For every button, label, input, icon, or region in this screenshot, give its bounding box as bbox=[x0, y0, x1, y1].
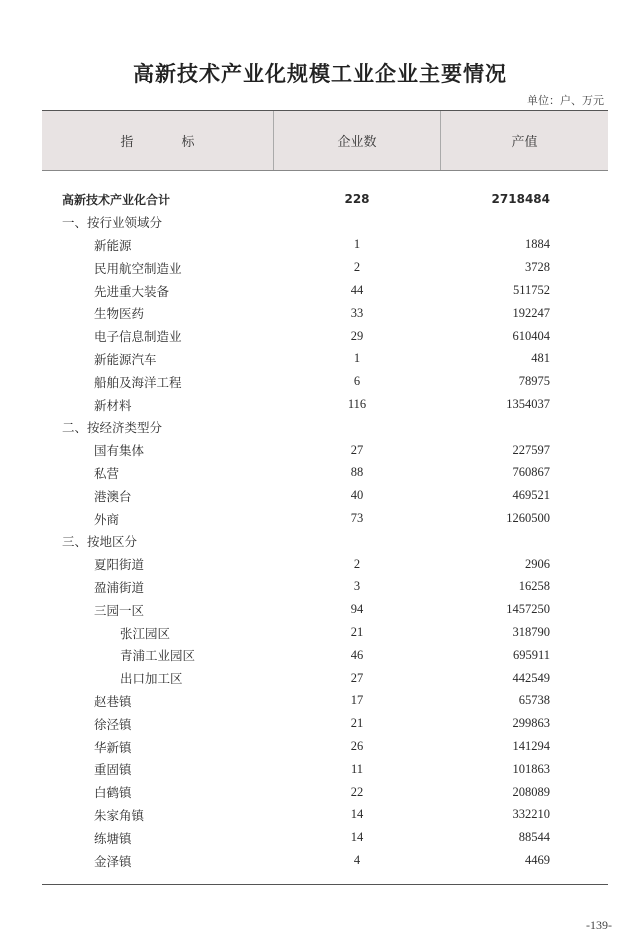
table-row bbox=[42, 690, 608, 713]
row-label: 外商 bbox=[94, 511, 120, 527]
row-label: 三、按地区分 bbox=[62, 534, 138, 550]
row-value: 1457250 bbox=[506, 602, 550, 617]
row-count: 73 bbox=[350, 511, 364, 526]
row-value: 511752 bbox=[512, 283, 550, 298]
row-label: 船舶及海洋工程 bbox=[94, 374, 182, 390]
row-count: 17 bbox=[350, 693, 364, 708]
row-value: 1354037 bbox=[506, 397, 550, 412]
row-label: 二、按经济类型分 bbox=[62, 420, 163, 436]
row-count: 21 bbox=[350, 625, 364, 640]
row-value: 101863 bbox=[512, 761, 550, 776]
row-label: 电子信息制造业 bbox=[94, 329, 182, 345]
row-label: 先进重大装备 bbox=[94, 283, 170, 299]
page-number: -139- bbox=[586, 918, 612, 932]
table-row bbox=[42, 758, 608, 781]
header-count: 企业数 bbox=[274, 111, 441, 170]
row-value: 332210 bbox=[512, 807, 550, 822]
row-value: 318790 bbox=[512, 625, 550, 640]
row-label: 赵巷镇 bbox=[94, 693, 132, 709]
table-row bbox=[42, 849, 608, 872]
table-row bbox=[42, 256, 608, 279]
row-count: 27 bbox=[350, 442, 364, 457]
table-row bbox=[42, 644, 608, 667]
table-row bbox=[42, 325, 608, 348]
row-label: 高新技术产业化合计 bbox=[62, 192, 171, 207]
row-label: 青浦工业园区 bbox=[120, 648, 196, 664]
row-count: 14 bbox=[350, 807, 364, 822]
table-row bbox=[42, 370, 608, 393]
row-label: 重固镇 bbox=[94, 762, 132, 778]
table-row bbox=[42, 188, 608, 211]
row-label: 民用航空制造业 bbox=[94, 260, 182, 276]
row-value: 442549 bbox=[512, 670, 550, 685]
row-value: 192247 bbox=[512, 305, 550, 320]
table-row bbox=[42, 553, 608, 576]
row-label: 张江园区 bbox=[120, 625, 171, 641]
row-value: 610404 bbox=[512, 328, 550, 343]
row-value: 141294 bbox=[512, 739, 550, 754]
unit-label: 单位：户、万元 bbox=[527, 94, 604, 107]
row-value: 3728 bbox=[525, 260, 550, 275]
table-row bbox=[42, 530, 608, 553]
table-row bbox=[42, 462, 608, 485]
row-count: 26 bbox=[350, 739, 364, 754]
row-label: 金泽镇 bbox=[94, 853, 132, 869]
row-count: 40 bbox=[350, 488, 364, 503]
row-value: 695911 bbox=[512, 647, 550, 662]
page-title: 高新技术产业化规模工业企业主要情况 bbox=[133, 61, 507, 86]
row-count: 4 bbox=[353, 853, 361, 867]
row-count: 1 bbox=[353, 351, 361, 366]
row-label: 港澳台 bbox=[94, 488, 132, 504]
table-row bbox=[42, 302, 608, 325]
row-value: 469521 bbox=[512, 488, 550, 503]
row-count: 27 bbox=[350, 670, 364, 685]
table-row bbox=[42, 211, 608, 234]
bottom-rule bbox=[42, 884, 608, 885]
row-count: 14 bbox=[350, 830, 364, 845]
table-row bbox=[42, 621, 608, 644]
row-count: 228 bbox=[344, 192, 370, 207]
row-count: 11 bbox=[350, 761, 364, 776]
row-label: 夏阳街道 bbox=[94, 557, 145, 573]
row-value: 299863 bbox=[512, 716, 550, 731]
row-count: 46 bbox=[350, 647, 364, 662]
row-value: 481 bbox=[531, 351, 550, 366]
row-count: 29 bbox=[350, 328, 364, 343]
table-row bbox=[42, 735, 608, 758]
table-row bbox=[42, 576, 608, 599]
row-value: 4469 bbox=[525, 853, 550, 867]
table-row bbox=[42, 712, 608, 735]
row-value: 88544 bbox=[518, 830, 550, 845]
row-value: 1884 bbox=[525, 237, 550, 252]
row-count: 44 bbox=[350, 283, 364, 298]
row-value: 2718484 bbox=[491, 192, 550, 207]
table-row bbox=[42, 348, 608, 371]
table-row bbox=[42, 667, 608, 690]
table-row bbox=[42, 598, 608, 621]
row-count: 88 bbox=[350, 465, 364, 480]
row-label: 私营 bbox=[94, 465, 120, 481]
row-label: 白鹤镇 bbox=[94, 785, 132, 801]
table-row bbox=[42, 781, 608, 804]
table-row bbox=[42, 393, 608, 416]
row-label: 盈浦街道 bbox=[94, 579, 145, 595]
table-row bbox=[42, 826, 608, 849]
row-label: 朱家角镇 bbox=[94, 807, 145, 823]
row-value: 2906 bbox=[525, 556, 550, 571]
row-count: 21 bbox=[350, 716, 364, 731]
row-count: 3 bbox=[353, 579, 361, 594]
row-value: 227597 bbox=[512, 442, 550, 457]
row-label: 生物医药 bbox=[94, 306, 145, 322]
row-count: 2 bbox=[353, 260, 361, 275]
row-label: 新能源汽车 bbox=[94, 351, 157, 367]
row-count: 6 bbox=[353, 374, 361, 389]
header-value: 产值 bbox=[511, 135, 538, 150]
row-label: 新能源 bbox=[94, 237, 132, 253]
row-value: 78975 bbox=[518, 374, 550, 389]
row-label: 新材料 bbox=[94, 397, 132, 413]
table-row bbox=[42, 416, 608, 439]
row-value: 208089 bbox=[512, 784, 550, 799]
row-label: 国有集体 bbox=[94, 443, 145, 459]
row-count: 2 bbox=[353, 556, 361, 571]
row-count: 1 bbox=[353, 237, 361, 252]
header-indicator: 指 标 bbox=[42, 111, 274, 170]
row-label: 徐泾镇 bbox=[94, 716, 132, 732]
table-header bbox=[42, 111, 608, 171]
row-count: 94 bbox=[350, 602, 364, 617]
table-row bbox=[42, 279, 608, 302]
table-row bbox=[42, 439, 608, 462]
table-row bbox=[42, 804, 608, 827]
row-count: 33 bbox=[350, 305, 364, 320]
row-value: 1260500 bbox=[506, 511, 550, 526]
table-body bbox=[42, 188, 608, 872]
row-label: 练塘镇 bbox=[94, 830, 132, 846]
table-row bbox=[42, 234, 608, 257]
row-value: 16258 bbox=[518, 579, 550, 594]
row-label: 一、按行业领域分 bbox=[62, 215, 163, 231]
row-count: 22 bbox=[350, 784, 364, 799]
row-value: 65738 bbox=[518, 693, 550, 708]
row-label: 华新镇 bbox=[94, 739, 132, 755]
table-row bbox=[42, 507, 608, 530]
row-value: 760867 bbox=[512, 465, 550, 480]
table-row bbox=[42, 484, 608, 507]
row-label: 三园一区 bbox=[94, 602, 145, 618]
row-label: 出口加工区 bbox=[120, 671, 183, 687]
row-count: 116 bbox=[347, 397, 367, 412]
